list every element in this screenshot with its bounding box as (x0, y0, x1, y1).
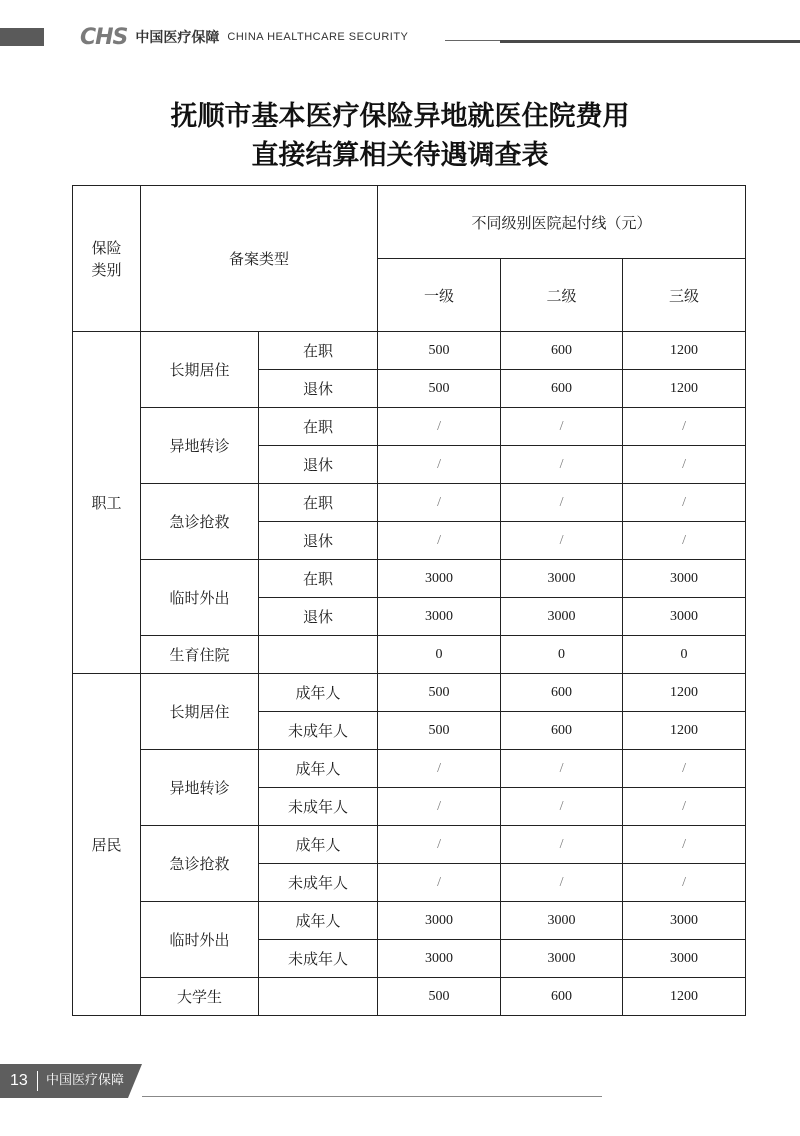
footer-rule (142, 1096, 602, 1097)
table-row (73, 902, 746, 940)
table-row (73, 674, 746, 712)
threshold-value-level-3: 3000 (623, 940, 746, 978)
table-row (73, 408, 746, 446)
threshold-value-level-1: 3000 (378, 598, 501, 636)
col-header-level-3: 三级 (623, 259, 746, 332)
footer-publication-name: 中国医疗保障 (46, 1073, 125, 1088)
col-header-threshold: 不同级别医院起付线（元） (378, 186, 746, 259)
threshold-value-level-1: 500 (378, 674, 501, 712)
threshold-value-level-3: 0 (623, 636, 746, 674)
filing-subtype-cell: 未成年人 (259, 712, 378, 750)
filing-type-cell: 生育住院 (141, 636, 259, 674)
threshold-value-level-1: 3000 (378, 902, 501, 940)
threshold-value-level-2: / (501, 484, 623, 522)
threshold-value-level-3: / (623, 446, 746, 484)
filing-type-cell: 急诊抢救 (141, 826, 259, 902)
threshold-value-level-3: 1200 (623, 370, 746, 408)
filing-type-cell: 长期居住 (141, 332, 259, 408)
chs-logo-icon: CHS (80, 24, 128, 50)
page-title-line2: 直接结算相关待遇调查表 (251, 140, 549, 171)
filing-subtype-cell: 成年人 (259, 826, 378, 864)
threshold-value-level-3: 3000 (623, 560, 746, 598)
threshold-value-level-1: / (378, 826, 501, 864)
footer-separator (37, 1071, 38, 1091)
threshold-value-level-2: / (501, 826, 623, 864)
threshold-value-level-2: 600 (501, 370, 623, 408)
threshold-value-level-3: / (623, 522, 746, 560)
filing-type-cell: 长期居住 (141, 674, 259, 750)
threshold-value-level-3: 1200 (623, 978, 746, 1016)
table-row (73, 826, 746, 864)
threshold-value-level-1: / (378, 788, 501, 826)
filing-subtype-cell: 退休 (259, 370, 378, 408)
threshold-value-level-1: 500 (378, 332, 501, 370)
threshold-value-level-1: 500 (378, 978, 501, 1016)
table-row (73, 636, 746, 674)
filing-subtype-cell (259, 978, 378, 1016)
threshold-value-level-1: / (378, 446, 501, 484)
filing-subtype-cell (259, 636, 378, 674)
threshold-value-level-3: / (623, 788, 746, 826)
threshold-value-level-3: 1200 (623, 674, 746, 712)
filing-subtype-cell: 未成年人 (259, 864, 378, 902)
threshold-value-level-2: / (501, 788, 623, 826)
filing-subtype-cell: 退休 (259, 522, 378, 560)
threshold-value-level-1: / (378, 408, 501, 446)
threshold-value-level-2: 600 (501, 712, 623, 750)
filing-type-cell: 临时外出 (141, 560, 259, 636)
filing-type-cell: 急诊抢救 (141, 484, 259, 560)
threshold-value-level-2: 3000 (501, 560, 623, 598)
threshold-table (72, 185, 746, 1016)
threshold-value-level-3: / (623, 826, 746, 864)
threshold-value-level-1: 3000 (378, 940, 501, 978)
threshold-value-level-3: 1200 (623, 712, 746, 750)
header-logo-cn: 中国医疗保障 (135, 30, 220, 46)
filing-subtype-cell: 成年人 (259, 674, 378, 712)
table-row (73, 978, 746, 1016)
table-row (73, 332, 746, 370)
threshold-value-level-3: 1200 (623, 332, 746, 370)
threshold-value-level-2: 3000 (501, 940, 623, 978)
threshold-value-level-1: 3000 (378, 560, 501, 598)
page-number: 13 (10, 1072, 28, 1089)
threshold-value-level-1: / (378, 750, 501, 788)
filing-subtype-cell: 退休 (259, 446, 378, 484)
table-row (73, 560, 746, 598)
col-header-level-2: 二级 (501, 259, 623, 332)
threshold-value-level-3: / (623, 864, 746, 902)
threshold-value-level-2: / (501, 864, 623, 902)
header-decor-block (0, 28, 44, 46)
threshold-value-level-2: 3000 (501, 902, 623, 940)
filing-subtype-cell: 退休 (259, 598, 378, 636)
threshold-value-level-1: / (378, 864, 501, 902)
threshold-value-level-1: 500 (378, 370, 501, 408)
filing-subtype-cell: 在职 (259, 560, 378, 598)
filing-subtype-cell: 在职 (259, 484, 378, 522)
threshold-value-level-3: 3000 (623, 598, 746, 636)
col-header-level-1: 一级 (378, 259, 501, 332)
threshold-value-level-1: / (378, 484, 501, 522)
threshold-value-level-2: 600 (501, 674, 623, 712)
filing-type-cell: 临时外出 (141, 902, 259, 978)
filing-type-cell: 异地转诊 (141, 750, 259, 826)
threshold-value-level-2: 600 (501, 332, 623, 370)
threshold-value-level-3: / (623, 750, 746, 788)
filing-subtype-cell: 在职 (259, 332, 378, 370)
threshold-value-level-2: 3000 (501, 598, 623, 636)
page-title-line1: 抚顺市基本医疗保险异地就医住院费用 (170, 101, 630, 132)
header-rule-thick (500, 40, 800, 43)
threshold-value-level-1: / (378, 522, 501, 560)
threshold-value-level-2: / (501, 446, 623, 484)
insurance-category-cell: 职工 (73, 332, 141, 674)
threshold-value-level-2: / (501, 408, 623, 446)
filing-subtype-cell: 成年人 (259, 902, 378, 940)
col-header-filing: 备案类型 (141, 186, 378, 332)
header-logo (80, 25, 408, 49)
threshold-value-level-2: 600 (501, 978, 623, 1016)
threshold-value-level-2: / (501, 522, 623, 560)
threshold-value-level-2: / (501, 750, 623, 788)
col-header-insurance: 保险 类别 (73, 186, 141, 332)
filing-subtype-cell: 在职 (259, 408, 378, 446)
threshold-value-level-1: 500 (378, 712, 501, 750)
filing-type-cell: 异地转诊 (141, 408, 259, 484)
filing-subtype-cell: 成年人 (259, 750, 378, 788)
insurance-category-cell: 居民 (73, 674, 141, 1016)
filing-subtype-cell: 未成年人 (259, 788, 378, 826)
threshold-value-level-3: 3000 (623, 902, 746, 940)
filing-subtype-cell: 未成年人 (259, 940, 378, 978)
header-logo-en: CHINA HEALTHCARE SECURITY (227, 31, 409, 43)
table-row (73, 750, 746, 788)
threshold-value-level-3: / (623, 408, 746, 446)
filing-type-cell: 大学生 (141, 978, 259, 1016)
threshold-value-level-1: 0 (378, 636, 501, 674)
threshold-value-level-3: / (623, 484, 746, 522)
threshold-value-level-2: 0 (501, 636, 623, 674)
table-row (73, 484, 746, 522)
